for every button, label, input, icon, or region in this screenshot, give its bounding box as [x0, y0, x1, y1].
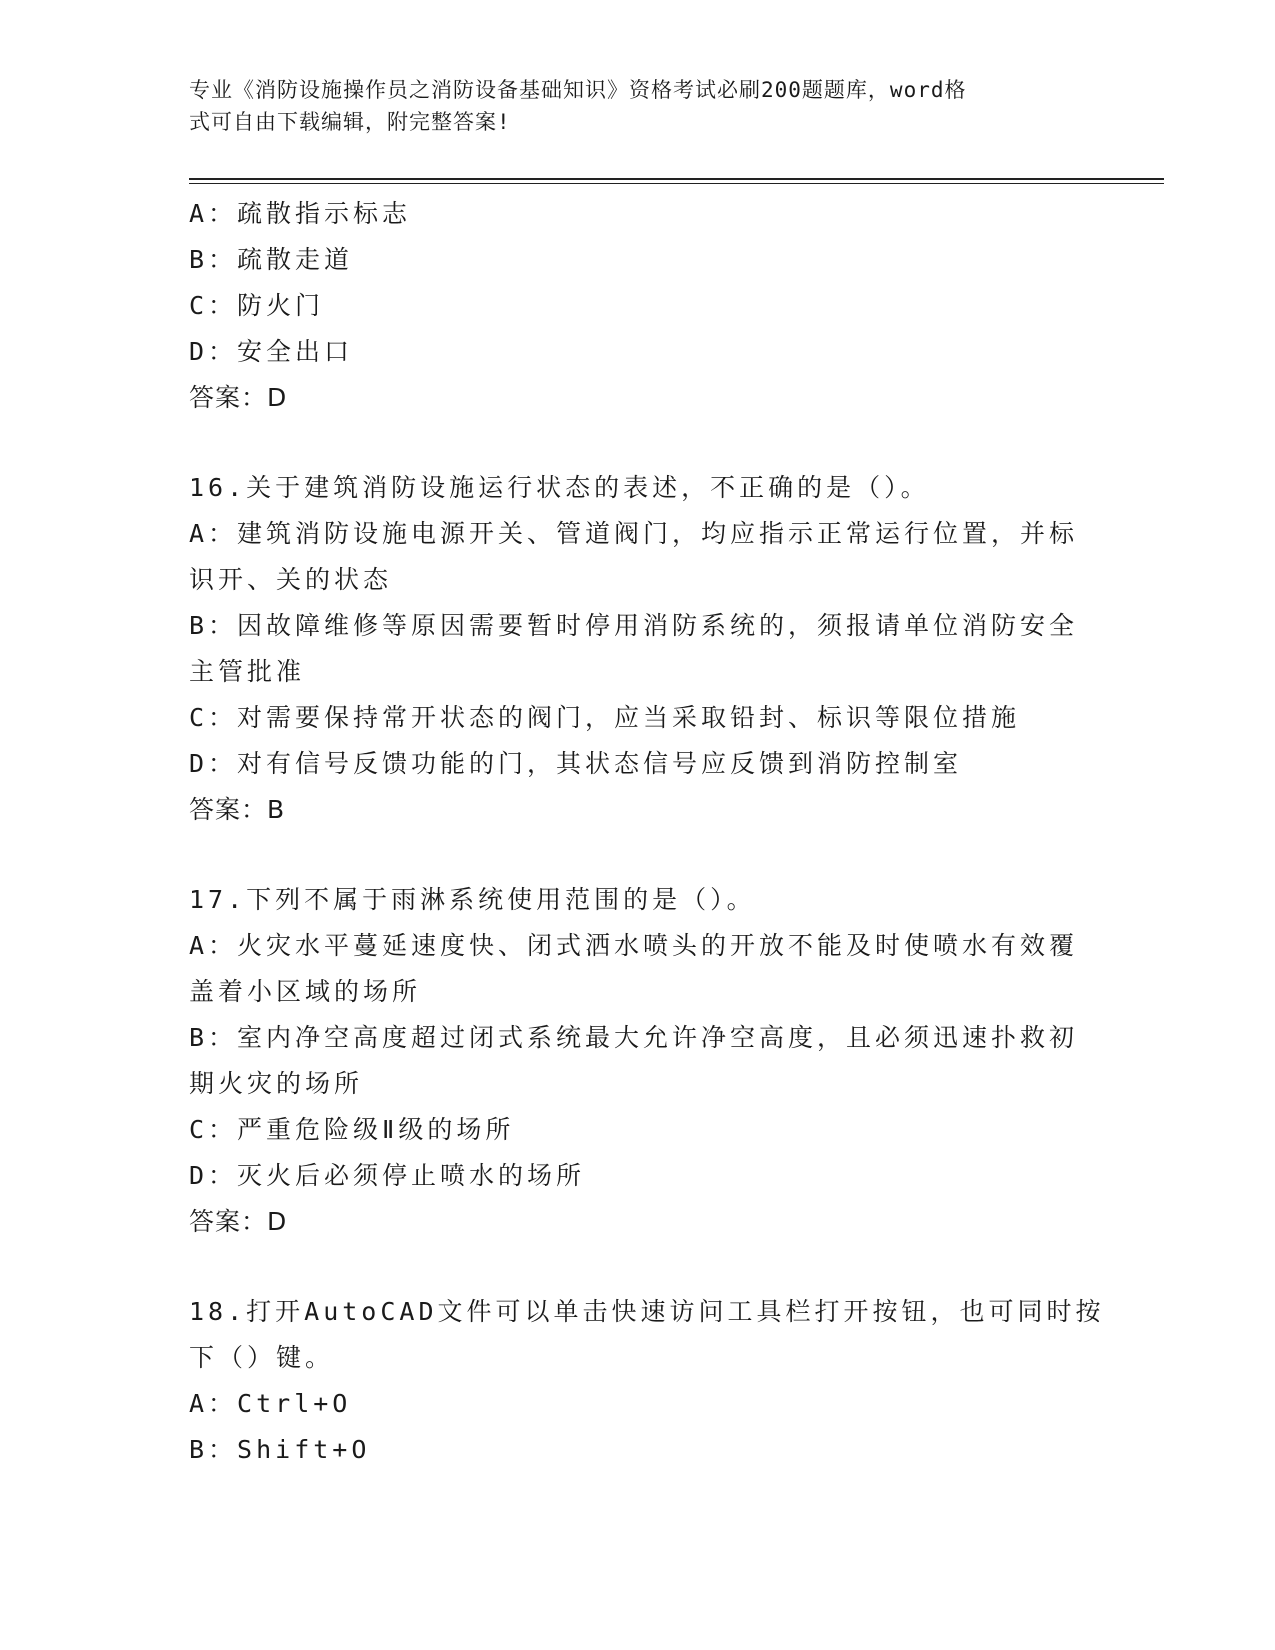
- option-c: C：对需要保持常开状态的阀门，应当采取铅封、标识等限位措施: [189, 703, 1021, 732]
- question-16: [189, 465, 1089, 833]
- option-a: A：Ctrl+O: [189, 1389, 352, 1418]
- question-text: 16.关于建筑消防设施运行状态的表述，不正确的是（）。: [189, 473, 930, 502]
- option-b-line-2: 期火灾的场所: [189, 1069, 364, 1098]
- option-c: C：严重危险级Ⅱ级的场所: [189, 1115, 515, 1144]
- option-a: A：疏散指示标志: [189, 199, 412, 228]
- question-text: 17.下列不属于雨淋系统使用范围的是（）。: [189, 885, 756, 914]
- option-a-line-1: A：火灾水平蔓延速度快、闭式洒水喷头的开放不能及时使喷水有效覆: [189, 931, 1079, 960]
- option-a-line-1: A：建筑消防设施电源开关、管道阀门，均应指示正常运行位置，并标: [189, 519, 1079, 548]
- option-b: B：Shift+O: [189, 1435, 371, 1464]
- question-17: [189, 877, 1089, 1245]
- option-b-line-2: 主管批准: [189, 657, 306, 686]
- document-header: [189, 74, 1069, 138]
- option-d: D：对有信号反馈功能的门，其状态信号应反馈到消防控制室: [189, 749, 963, 778]
- answer: 答案：D: [189, 383, 288, 412]
- header-line-2: 式可自由下载编辑，附完整答案!: [189, 110, 511, 134]
- option-c: C：防火门: [189, 291, 325, 320]
- header-rule-thin: [189, 183, 1164, 184]
- question-list: [189, 191, 1105, 1473]
- question-15: [189, 191, 1089, 421]
- option-d: D：安全出口: [189, 337, 354, 366]
- question-text-line-1: 18.打开AutoCAD文件可以单击快速访问工具栏打开按钮，也可同时按: [189, 1297, 1105, 1326]
- option-a-line-2: 识开、关的状态: [189, 565, 393, 594]
- question-18: [189, 1289, 1105, 1473]
- option-b: B：疏散走道: [189, 245, 354, 274]
- option-b-line-1: B：室内净空高度超过闭式系统最大允许净空高度，且必须迅速扑救初: [189, 1023, 1079, 1052]
- option-d: D：灭火后必须停止喷水的场所: [189, 1161, 586, 1190]
- answer: 答案：D: [189, 1207, 288, 1236]
- question-text-line-2: 下（）键。: [189, 1343, 335, 1372]
- option-a-line-2: 盖着小区域的场所: [189, 977, 422, 1006]
- header-line-1: 专业《消防设施操作员之消防设备基础知识》资格考试必刷200题题库，word格: [189, 78, 967, 102]
- header-rule-thick: [189, 178, 1164, 180]
- option-b-line-1: B：因故障维修等原因需要暂时停用消防系统的，须报请单位消防安全: [189, 611, 1079, 640]
- answer: 答案：B: [189, 795, 286, 824]
